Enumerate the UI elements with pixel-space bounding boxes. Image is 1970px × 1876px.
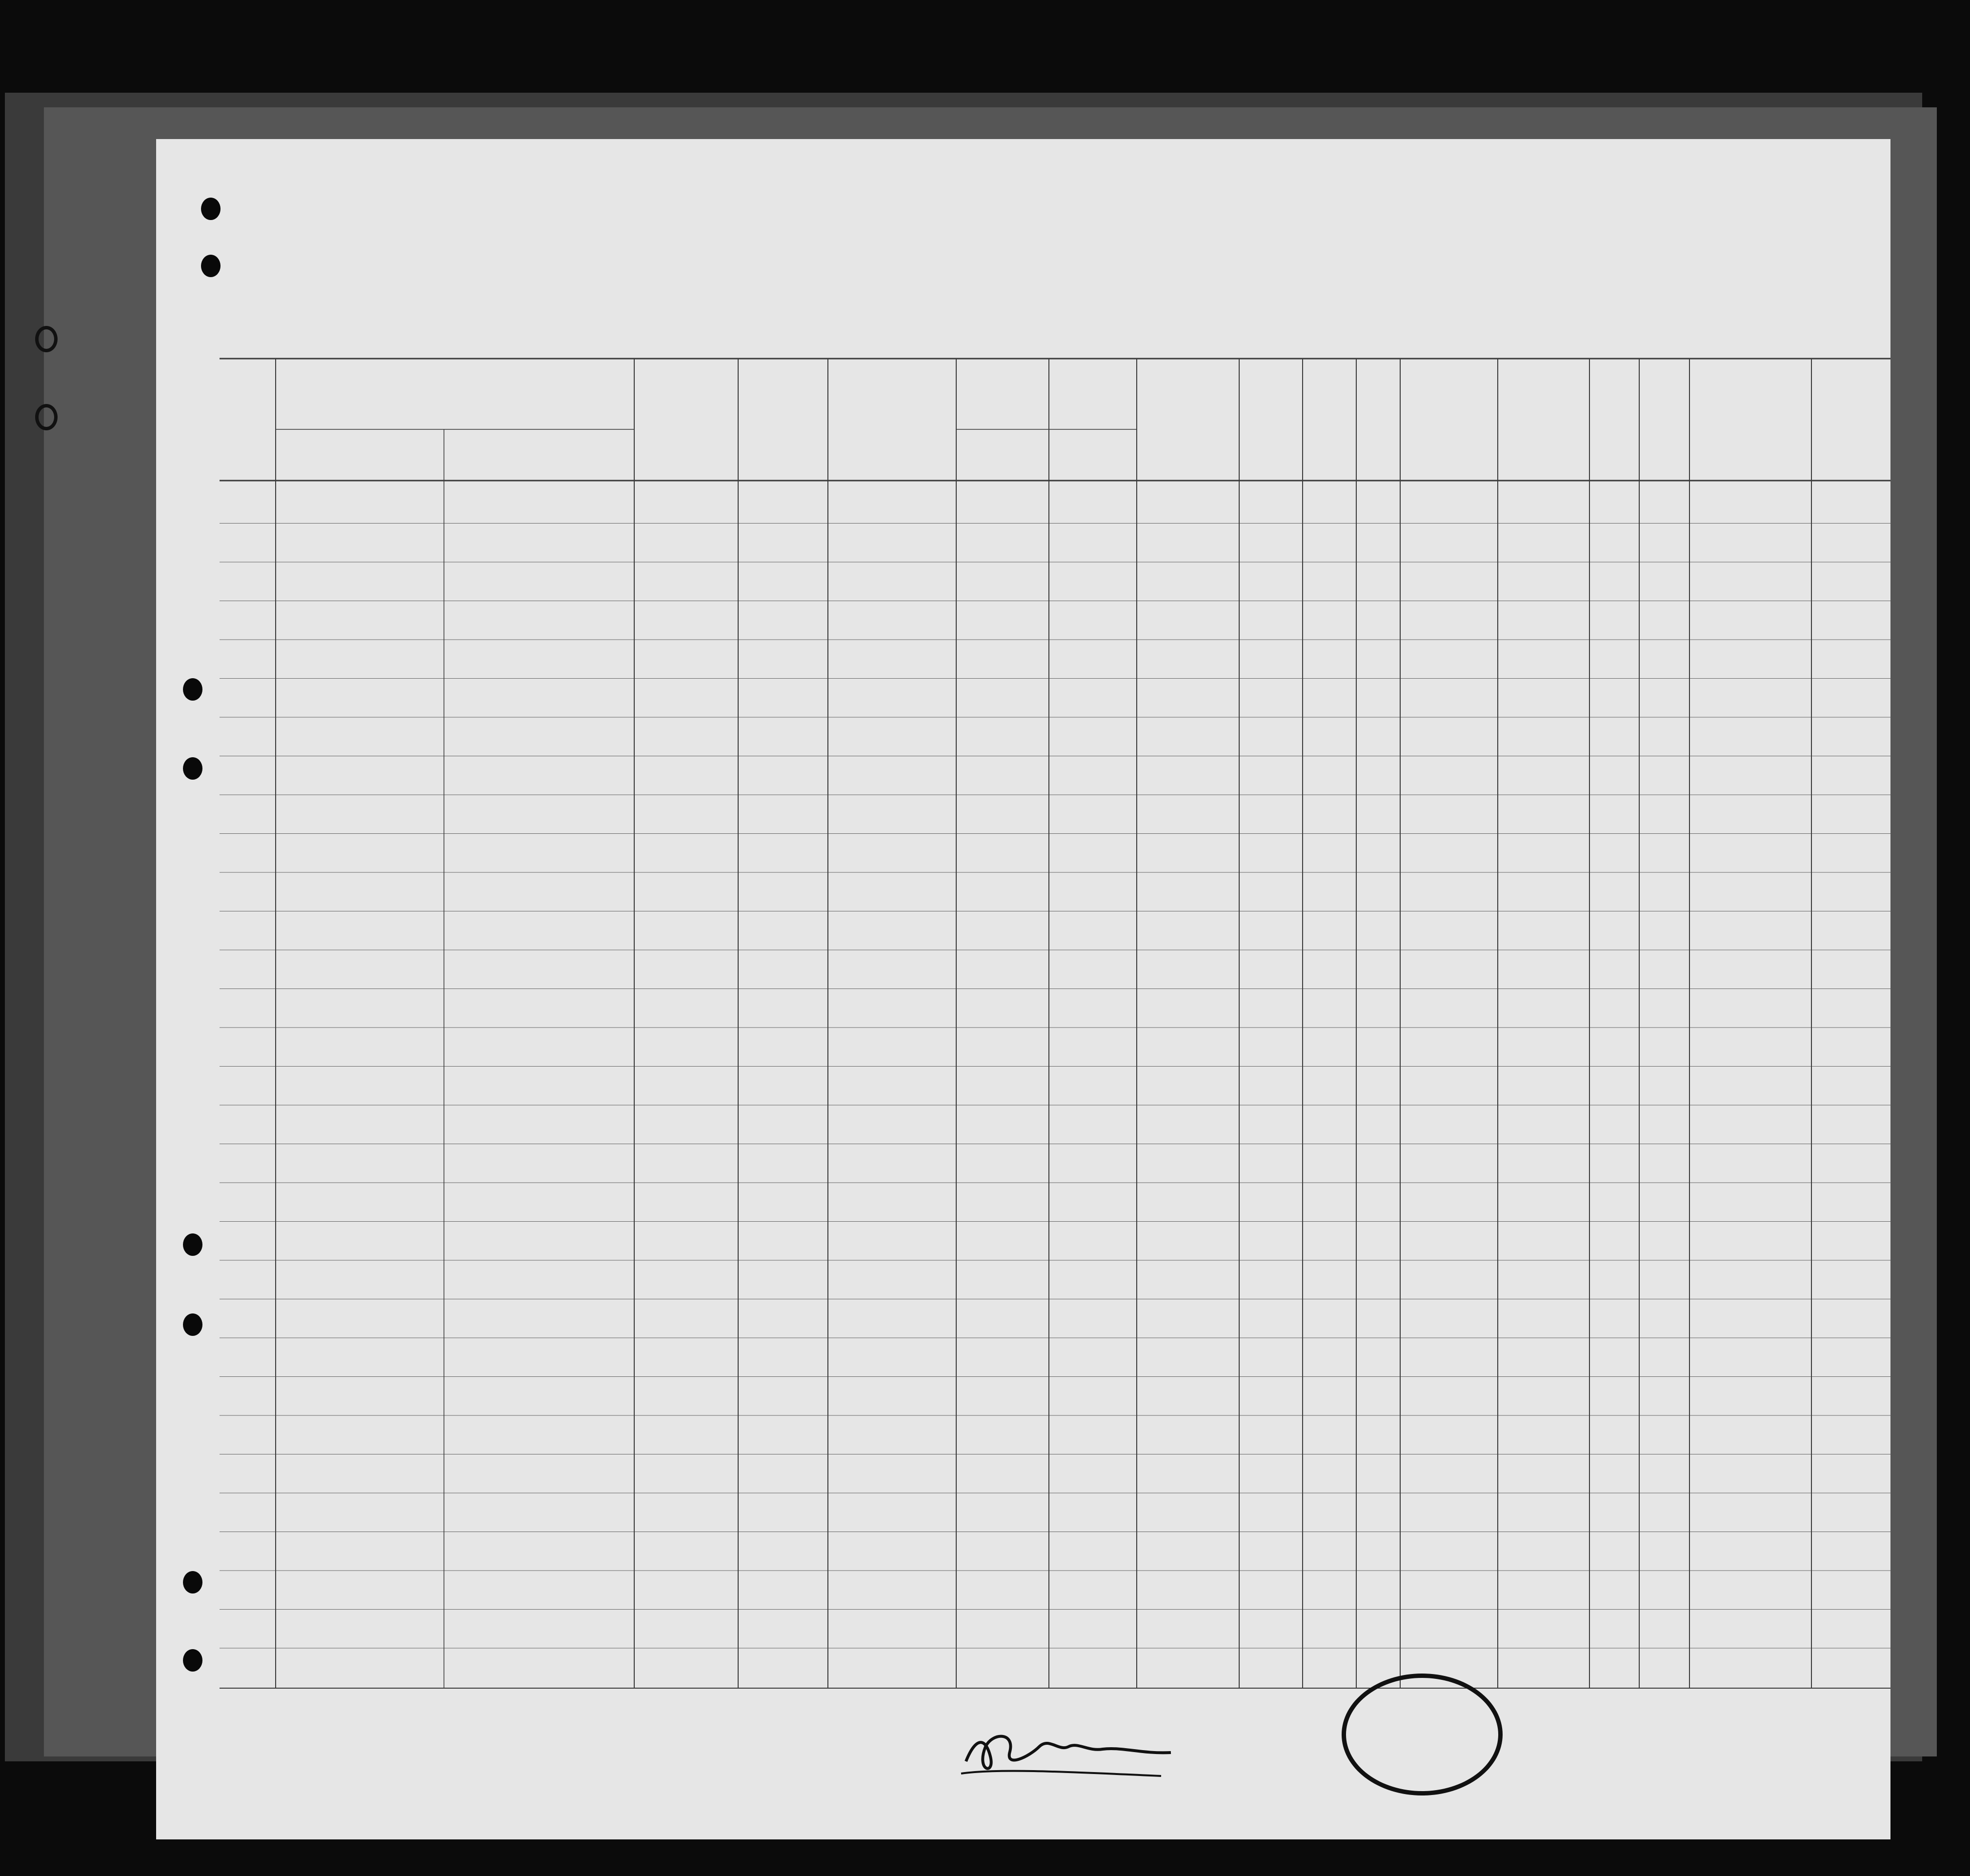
inspector-signature — [956, 1727, 1181, 1781]
office-stamp — [1342, 1674, 1503, 1795]
